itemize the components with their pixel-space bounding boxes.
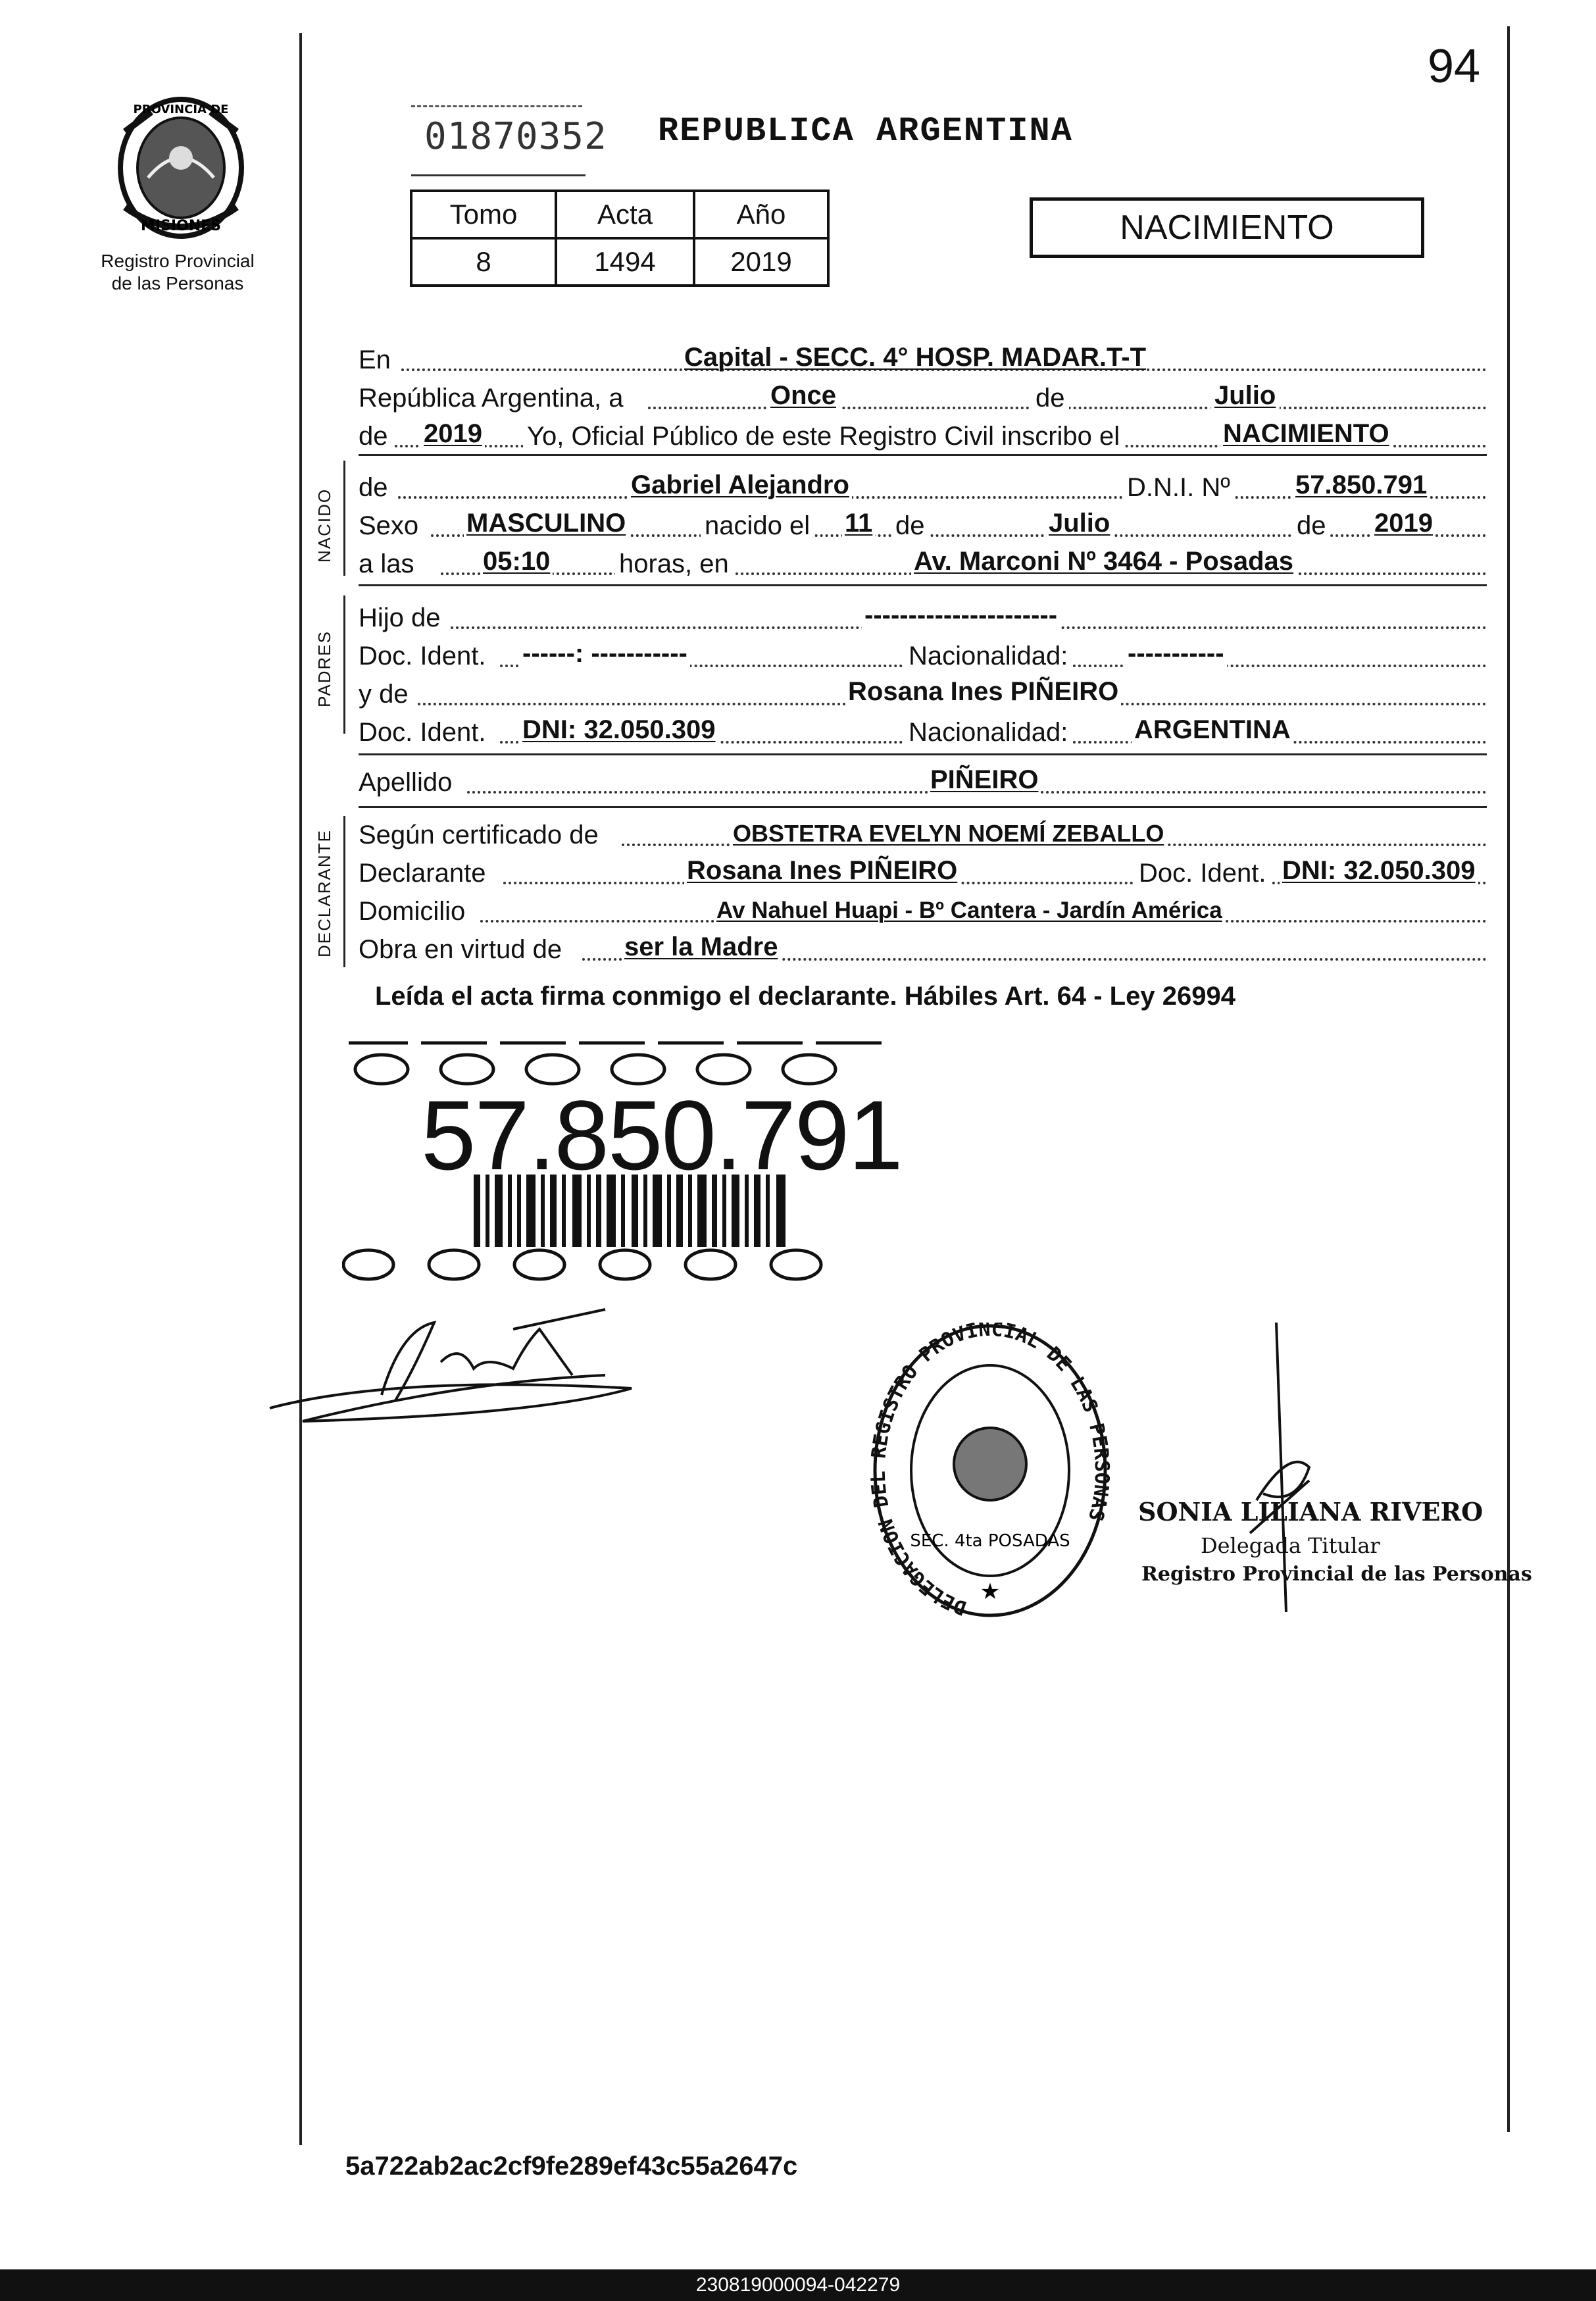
right-margin-line	[1507, 26, 1510, 2132]
label-certificado: Según certificado de	[359, 821, 599, 849]
divider-apellido	[359, 806, 1487, 808]
value-birth-place: Av. Marconi Nº 3464 - Posadas	[911, 547, 1296, 576]
row-en	[359, 341, 1487, 379]
signatory-name: SONIA LILIANA RIVERO	[1138, 1497, 1484, 1527]
value-act: NACIMIENTO	[1220, 419, 1392, 449]
serial-number: 01870352	[424, 115, 607, 158]
value-father-doc: ------: -----------	[520, 639, 690, 669]
signature-scribble-icon	[263, 1303, 658, 1434]
value-certifier: OBSTETRA EVELYN NOEMÍ ZEBALLO	[730, 820, 1166, 847]
label-de2: de	[359, 422, 388, 451]
record-table	[410, 190, 830, 287]
svg-text:SEC. 4ta POSADAS: SEC. 4ta POSADAS	[910, 1531, 1070, 1551]
divider-intro	[359, 454, 1487, 456]
label-declarante: Declarante	[359, 859, 486, 888]
label-decl-doc: Doc. Ident.	[1135, 859, 1270, 888]
value-father: ----------------------	[862, 601, 1060, 630]
section-label-padres: PADRES	[314, 630, 334, 707]
province-logo	[112, 92, 250, 243]
value-day: Once	[766, 381, 840, 411]
record-value-row	[411, 238, 828, 286]
value-birth-day: 11	[842, 509, 875, 538]
value-birth-month: Julio	[1046, 509, 1112, 538]
label-de: de	[359, 473, 388, 502]
row-doc1	[359, 637, 1487, 675]
label-hijo: Hijo de	[359, 603, 441, 632]
row-doc2	[359, 713, 1487, 751]
signatory-org: Registro Provincial de las Personas	[1141, 1563, 1532, 1586]
watermark-bottom-band	[342, 1244, 914, 1283]
value-father-nationality: -----------	[1125, 639, 1227, 669]
label-y-de: y de	[359, 680, 409, 709]
value-year: 2019	[421, 419, 485, 449]
label-apellido: Apellido	[359, 768, 453, 797]
row-yo	[359, 417, 1487, 455]
org-caption	[79, 250, 276, 295]
row-republica	[359, 379, 1487, 417]
value-sex: MASCULINO	[464, 509, 628, 538]
label-horas: horas, en	[615, 549, 733, 579]
label-nac2: Nacionalidad:	[905, 718, 1072, 747]
official-seal	[868, 1323, 1112, 1625]
document-hash: 5a722ab2ac2cf9fe289ef43c55a2647c	[345, 2152, 798, 2181]
row-nacido-sexo	[359, 507, 1487, 545]
org-caption-line1: Registro Provincial	[101, 251, 255, 271]
seal-star-icon: ★	[980, 1579, 1001, 1605]
header-acta: Acta	[556, 191, 694, 238]
value-birth-year: 2019	[1372, 509, 1435, 538]
seal-stamp-icon	[868, 1323, 1112, 1625]
signatory-role: Delegada Titular	[1201, 1533, 1380, 1558]
section-label-declarante: DECLARANTE	[314, 829, 334, 957]
value-child-name: Gabriel Alejandro	[628, 470, 852, 500]
value-mother-nationality: ARGENTINA	[1132, 715, 1293, 745]
row-domicilio	[359, 892, 1487, 930]
closing-statement: Leída el acta firma conmigo el declarante. Hábiles Art. 64 - Ley 26994	[375, 982, 1235, 1011]
label-nacido-el: nacido el	[701, 511, 814, 541]
label-dni: D.N.I. Nº	[1123, 473, 1234, 503]
value-acta: 1494	[556, 238, 694, 286]
value-declarant: Rosana Ines PIÑEIRO	[684, 856, 960, 886]
header-tomo: Tomo	[411, 191, 556, 238]
row-hijo	[359, 599, 1487, 637]
row-declarante	[359, 854, 1487, 892]
value-tomo: 8	[411, 238, 556, 286]
value-anio: 2019	[694, 238, 828, 286]
row-nacido-name	[359, 468, 1487, 507]
svg-text:PROVINCIA DE: PROVINCIA DE	[133, 103, 229, 116]
value-address: Av Nahuel Huapi - Bº Cantera - Jardín América	[714, 898, 1225, 924]
header-anio: Año	[694, 191, 828, 238]
record-header-row	[411, 191, 828, 238]
label-sexo: Sexo	[359, 511, 419, 540]
org-caption-line2: de las Personas	[111, 273, 244, 293]
section-bar-declarante	[343, 816, 345, 967]
page-number: 94	[1428, 40, 1481, 93]
label-a-las: a las	[359, 549, 414, 578]
value-month: Julio	[1210, 381, 1280, 411]
value-capacity: ser la Madre	[622, 932, 780, 962]
value-mother-doc: DNI: 32.050.309	[520, 715, 718, 745]
value-surname: PIÑEIRO	[928, 765, 1041, 795]
large-id-number: 57.850.791	[421, 1080, 902, 1190]
serial-underline	[411, 174, 586, 176]
label-en: En	[359, 345, 391, 374]
svg-text:DELEGACION DEL REGISTRO PROVIN: DELEGACION DEL REGISTRO PROVINCIAL DE LAS PERSONAS	[868, 1323, 1112, 1620]
footer-code: 230819000094-042279	[0, 2269, 1596, 2301]
row-nacido-hora	[359, 545, 1487, 583]
value-place: Capital - SECC. 4° HOSP. MADAR.T-T	[684, 343, 1147, 372]
label-republica: República Argentina, a	[359, 384, 624, 413]
value-mother: Rosana Ines PIÑEIRO	[845, 677, 1121, 707]
label-de-year: de	[1293, 511, 1330, 541]
label-de: de	[1032, 384, 1069, 413]
left-margin-line	[299, 33, 302, 2145]
document-type-box: NACIMIENTO	[1030, 197, 1424, 258]
label-yo: Yo, Oficial Público de este Registro Civil inscribo el	[523, 422, 1124, 451]
row-obra	[359, 930, 1487, 969]
divider-padres	[359, 753, 1487, 755]
section-bar-nacido	[343, 461, 345, 576]
country-title: REPUBLICA ARGENTINA	[658, 112, 1073, 151]
label-domicilio: Domicilio	[359, 897, 466, 926]
value-declarant-doc: DNI: 32.050.309	[1280, 856, 1478, 886]
label-obra: Obra en virtud de	[359, 935, 562, 964]
row-apellido	[359, 763, 1487, 801]
label-doc1: Doc. Ident.	[359, 642, 486, 670]
province-shield-icon	[112, 92, 250, 243]
serial-top-dashes	[411, 105, 582, 107]
value-birth-time: 05:10	[480, 547, 553, 576]
section-label-nacido: NACIDO	[314, 488, 334, 563]
row-certificado	[359, 816, 1487, 854]
label-nac1: Nacionalidad:	[905, 642, 1072, 671]
row-mother	[359, 675, 1487, 713]
svg-text:MISIONES: MISIONES	[140, 218, 222, 234]
label-doc2: Doc. Ident.	[359, 718, 486, 747]
value-dni: 57.850.791	[1293, 470, 1430, 500]
label-de-month: de	[891, 511, 929, 541]
declarant-signature	[263, 1303, 658, 1434]
section-bar-padres	[343, 595, 345, 734]
divider-nacido	[359, 584, 1487, 586]
